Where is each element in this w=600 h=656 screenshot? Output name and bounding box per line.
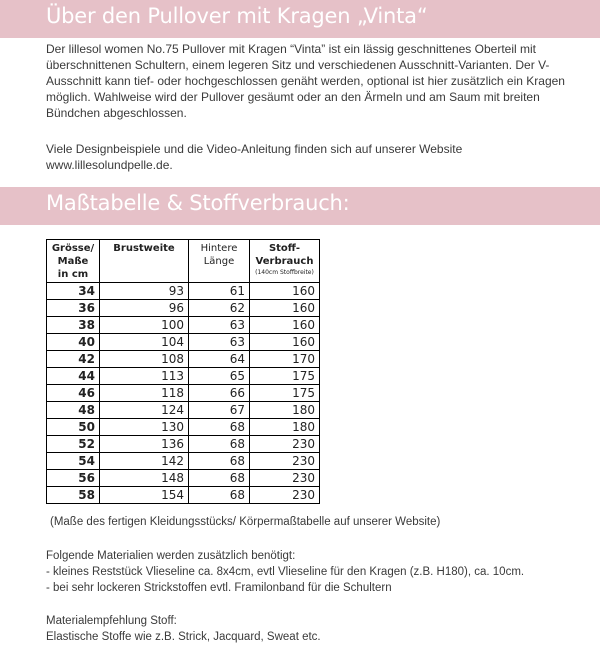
materials-item: - bei sehr lockeren Strickstoffen evtl. Framilonband für die Schultern [46, 582, 392, 594]
section-banner-about [0, 0, 600, 38]
cell-length: 68 [189, 419, 250, 436]
info-paragraph [46, 141, 566, 173]
header-fabric: Stoff- Verbrauch (140cm Stoffbreite) [250, 240, 320, 283]
table-header-row [47, 240, 320, 283]
cell-size: 52 [47, 436, 100, 453]
cell-bust: 100 [100, 317, 189, 334]
cell-length: 68 [189, 470, 250, 487]
intro-paragraph: Der lillesol women No.75 Pullover mit Kragen “Vinta” ist ein lässig geschnittenes Oberteil mit überschnittenen Schultern, einem legeren Sitz und verschiedenen Ausschnitt-Varianten. Der V-Ausschnitt kann tief- oder hochgeschlossen genäht werden, optional ist hier zusätzlich ein Kragen möglich. Wahlweise wird der Pullover gesäumt oder an den Ärmeln und am Saum mit breiten Bündchen abgeschlossen. [46, 42, 565, 120]
table-row [47, 317, 320, 334]
section-title-size-chart: Maßtabelle & Stoffverbrauch: [46, 191, 350, 215]
cell-bust: 154 [100, 487, 189, 504]
cell-length: 63 [189, 317, 250, 334]
cell-length: 68 [189, 487, 250, 504]
table-note: (Maße des fertigen Kleidungsstücks/ Körpermaßtabelle auf unserer Website) [50, 516, 441, 528]
materials-heading: Folgende Materialien werden zusätzlich benötigt: [46, 550, 296, 562]
cell-bust: 108 [100, 351, 189, 368]
cell-fabric: 175 [250, 385, 320, 402]
cell-length: 61 [189, 283, 250, 300]
cell-fabric: 160 [250, 300, 320, 317]
cell-bust: 104 [100, 334, 189, 351]
cell-bust: 142 [100, 453, 189, 470]
table-row [47, 436, 320, 453]
cell-bust: 93 [100, 283, 189, 300]
cell-bust: 148 [100, 470, 189, 487]
section-banner-size-chart [0, 187, 600, 225]
cell-bust: 113 [100, 368, 189, 385]
table-row [47, 334, 320, 351]
table-row [47, 487, 320, 504]
cell-length: 63 [189, 334, 250, 351]
cell-bust: 136 [100, 436, 189, 453]
cell-size: 58 [47, 487, 100, 504]
cell-size: 54 [47, 453, 100, 470]
cell-fabric: 230 [250, 470, 320, 487]
fabric-heading: Materialempfehlung Stoff: [46, 615, 177, 627]
cell-size: 42 [47, 351, 100, 368]
cell-length: 64 [189, 351, 250, 368]
cell-length: 68 [189, 453, 250, 470]
table-row [47, 453, 320, 470]
cell-bust: 96 [100, 300, 189, 317]
table-row [47, 283, 320, 300]
size-table [46, 239, 320, 504]
table-row [47, 300, 320, 317]
cell-fabric: 230 [250, 453, 320, 470]
table-row [47, 368, 320, 385]
header-length: Hintere Länge [189, 240, 250, 283]
materials-section [46, 548, 576, 596]
cell-size: 56 [47, 470, 100, 487]
cell-fabric: 170 [250, 351, 320, 368]
fabric-section [46, 613, 576, 645]
cell-length: 62 [189, 300, 250, 317]
table-row [47, 385, 320, 402]
info-line: Viele Designbeispiele und die Video-Anleitung finden sich auf unserer Website [46, 142, 463, 156]
fabric-text: Elastische Stoffe wie z.B. Strick, Jacquard, Sweat etc. [46, 631, 321, 643]
materials-item: - kleines Reststück Vlieseline ca. 8x4cm, evtl Vlieseline für den Kragen (z.B. H180), ca. 10cm. [46, 566, 525, 578]
cell-size: 40 [47, 334, 100, 351]
header-size: Grösse/ Maße in cm [47, 240, 100, 283]
cell-fabric: 230 [250, 487, 320, 504]
cell-size: 34 [47, 283, 100, 300]
cell-size: 38 [47, 317, 100, 334]
cell-size: 50 [47, 419, 100, 436]
cell-size: 36 [47, 300, 100, 317]
cell-fabric: 180 [250, 419, 320, 436]
header-bust: Brustweite [100, 240, 189, 283]
cell-fabric: 160 [250, 317, 320, 334]
table-row [47, 402, 320, 419]
table-row [47, 351, 320, 368]
cell-bust: 118 [100, 385, 189, 402]
cell-length: 65 [189, 368, 250, 385]
cell-fabric: 160 [250, 283, 320, 300]
table-row [47, 419, 320, 436]
cell-bust: 130 [100, 419, 189, 436]
cell-size: 48 [47, 402, 100, 419]
cell-length: 68 [189, 436, 250, 453]
table-row [47, 470, 320, 487]
cell-size: 46 [47, 385, 100, 402]
cell-bust: 124 [100, 402, 189, 419]
cell-fabric: 175 [250, 368, 320, 385]
cell-fabric: 160 [250, 334, 320, 351]
section-title-about: Über den Pullover mit Kragen „Vinta“ [46, 4, 428, 28]
cell-length: 66 [189, 385, 250, 402]
cell-length: 67 [189, 402, 250, 419]
cell-size: 44 [47, 368, 100, 385]
cell-fabric: 180 [250, 402, 320, 419]
website-link: www.lillesolundpelle.de. [46, 158, 173, 172]
cell-fabric: 230 [250, 436, 320, 453]
